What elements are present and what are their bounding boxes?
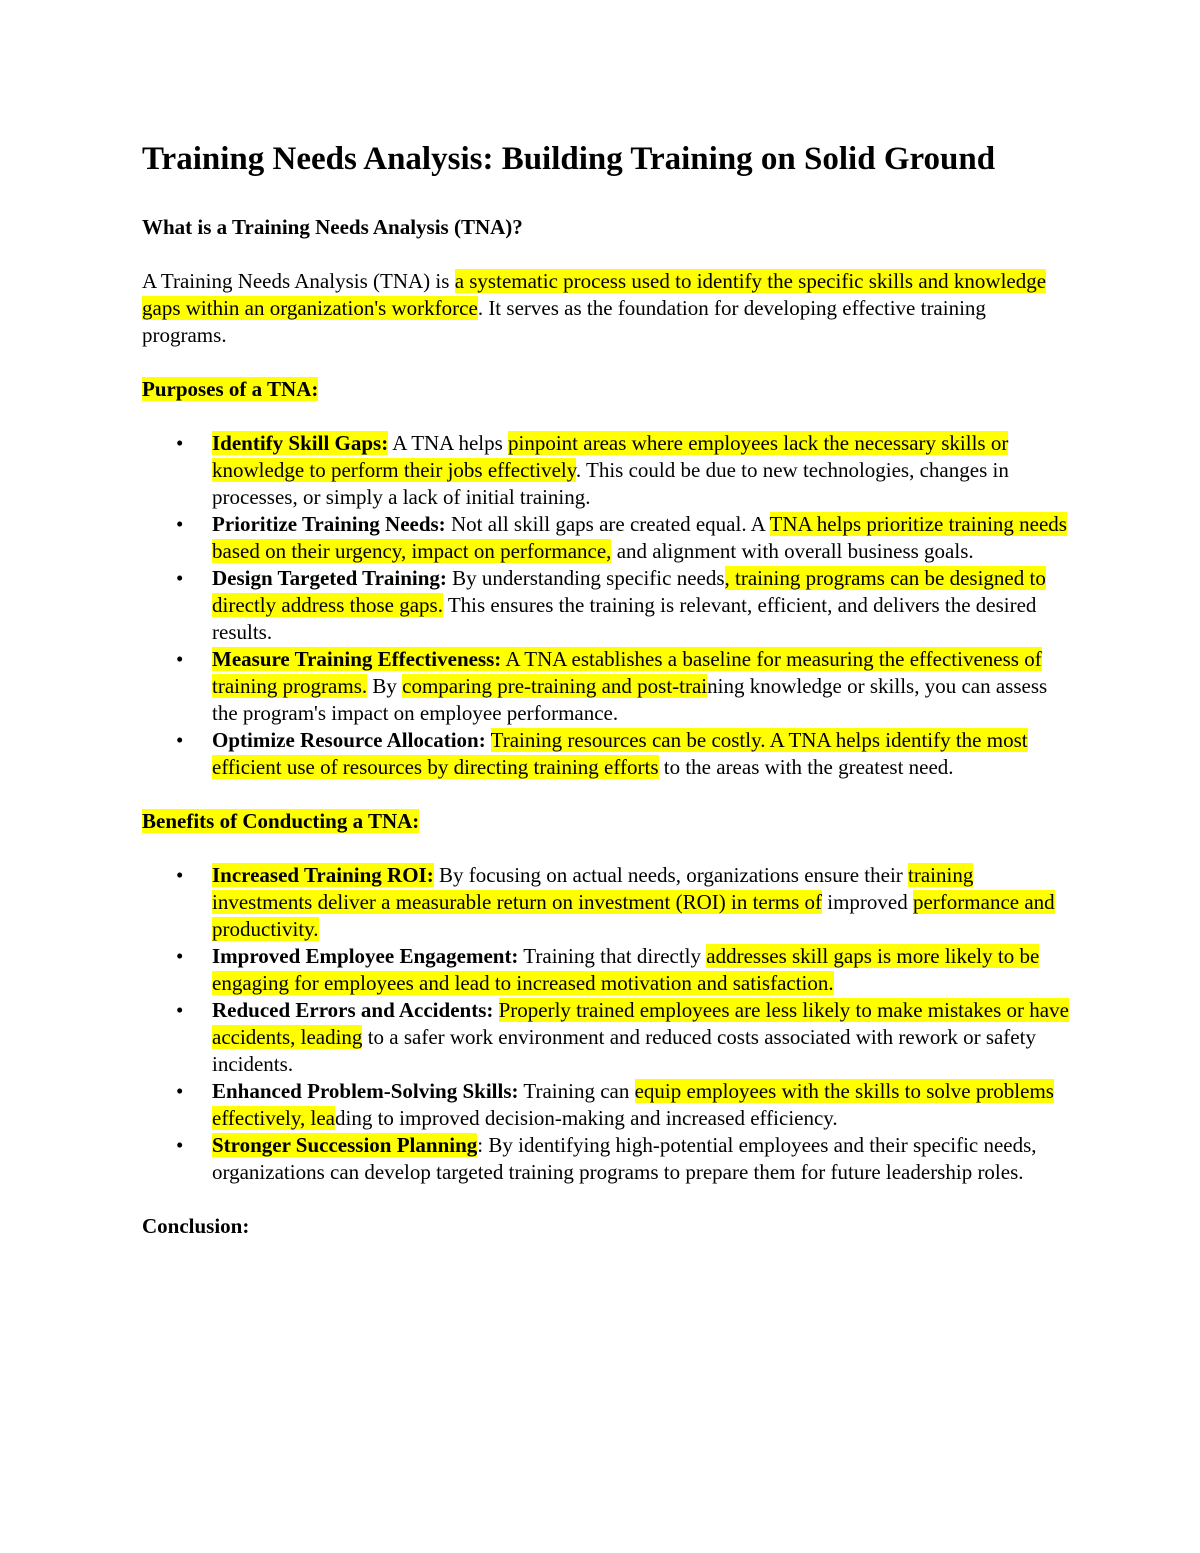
highlighted-text: a systematic process used to identify the specific skills and knowledge gaps within an organization's workforce (142, 269, 1047, 320)
bullet-icon: • (176, 863, 184, 887)
purposes-heading-text: Purposes of a TNA: (142, 377, 319, 401)
list-item (142, 511, 1072, 565)
text-run: By (367, 674, 403, 698)
text-run: Training can (518, 1079, 635, 1103)
highlighted-text: pinpoint areas where employees lack the necessary skills or knowledge to perform their jobs effectively (212, 431, 1009, 482)
highlighted-text: , training programs can be designed to directly address those gaps. (212, 566, 1046, 617)
highlighted-text: performance and productivity. (212, 890, 1055, 941)
intro-paragraph (142, 268, 1072, 349)
text-run: A TNA helps (388, 431, 509, 455)
conclusion-heading: Conclusion: (142, 1214, 250, 1238)
highlighted-text: A TNA establishes a baseline for measuring the effectiveness of training programs. (212, 647, 1042, 698)
highlighted-text: TNA helps prioritize training needs based on their urgency, impact on performance, (212, 512, 1067, 563)
text-run: By understanding specific needs (446, 566, 725, 590)
bullet-icon: • (176, 998, 184, 1022)
item-term: Design Targeted Training: (212, 566, 447, 590)
text-run: improved (822, 890, 913, 914)
benefits-heading-text: Benefits of Conducting a TNA: (142, 809, 420, 833)
text-run: By focusing on actual needs, organizations ensure their (433, 863, 909, 887)
highlighted-text: training investments deliver a measurable return on investment (ROI) in terms of (212, 863, 974, 914)
bullet-icon: • (176, 944, 184, 968)
text-run: . This could be due to new technologies, changes in processes, or simply a lack of initial training. (212, 458, 1009, 509)
highlighted-text: comparing pre-training and post-trai (402, 674, 708, 698)
text-run: Not all skill gaps are created equal. A (445, 512, 770, 536)
text-run: Training that directly (518, 944, 707, 968)
text-run: ning knowledge or skills, you can assess the program's impact on employee performance. (212, 674, 1048, 725)
bullet-icon: • (176, 647, 184, 671)
bullet-icon: • (176, 512, 184, 536)
highlighted-text: Training resources can be costly. A TNA helps identify the most efficient use of resources by directing training efforts (212, 728, 1028, 779)
tna-definition-heading: What is a Training Needs Analysis (TNA)? (142, 215, 523, 239)
text-run: to the areas with the greatest need. (658, 755, 954, 779)
highlighted-text: addresses skill gaps is more likely to be engaging for employees and lead to increased motivation and satisfaction. (212, 944, 1040, 995)
bullet-icon: • (176, 728, 184, 752)
item-term: Improved Employee Engagement: (212, 944, 519, 968)
text-run: to a safer work environment and reduced costs associated with rework or safety incidents. (212, 1025, 1036, 1076)
item-term: Measure Training Effectiveness: (212, 647, 502, 671)
highlighted-text: Properly trained employees are less likely to make mistakes or have accidents, leading (212, 998, 1069, 1049)
purposes-heading (142, 376, 1072, 403)
text-run: and alignment with overall business goals. (611, 539, 974, 563)
item-term: Stronger Succession Planning (212, 1133, 478, 1157)
list-item (142, 646, 1072, 727)
document-body (142, 138, 1072, 1267)
list-item (142, 943, 1072, 997)
bullet-icon: • (176, 1133, 184, 1157)
list-item (142, 862, 1072, 943)
text-run: A Training Needs Analysis (TNA) is (142, 269, 455, 293)
bullet-icon: • (176, 431, 184, 455)
benefits-list (142, 862, 1072, 1186)
item-term: Identify Skill Gaps: (212, 431, 389, 455)
list-item (142, 1132, 1072, 1186)
highlighted-text: equip employees with the skills to solve problems effectively, lea (212, 1079, 1054, 1130)
list-item (142, 430, 1072, 511)
text-run (486, 728, 491, 752)
document-title: Training Needs Analysis: Building Training on Solid Ground (142, 141, 996, 177)
list-item (142, 997, 1072, 1078)
list-item (142, 727, 1072, 781)
purposes-list (142, 430, 1072, 781)
text-run: This ensures the training is relevant, efficient, and delivers the desired results. (212, 593, 1037, 644)
text-run: ding to improved decision-making and increased efficiency. (335, 1106, 838, 1130)
item-term: Optimize Resource Allocation: (212, 728, 486, 752)
item-term: Prioritize Training Needs: (212, 512, 446, 536)
item-term: Enhanced Problem-Solving Skills: (212, 1079, 519, 1103)
text-run: . It serves as the foundation for developing effective training programs. (142, 296, 986, 347)
text-run: : By identifying high-potential employees and their specific needs, organizations can develop targeted training programs to prepare them for future leadership roles. (212, 1133, 1037, 1184)
bullet-icon: • (176, 1079, 184, 1103)
item-term: Reduced Errors and Accidents: (212, 998, 494, 1022)
bullet-icon: • (176, 566, 184, 590)
list-item (142, 565, 1072, 646)
benefits-heading (142, 808, 1072, 835)
text-run (493, 998, 498, 1022)
list-item (142, 1078, 1072, 1132)
item-term: Increased Training ROI: (212, 863, 434, 887)
